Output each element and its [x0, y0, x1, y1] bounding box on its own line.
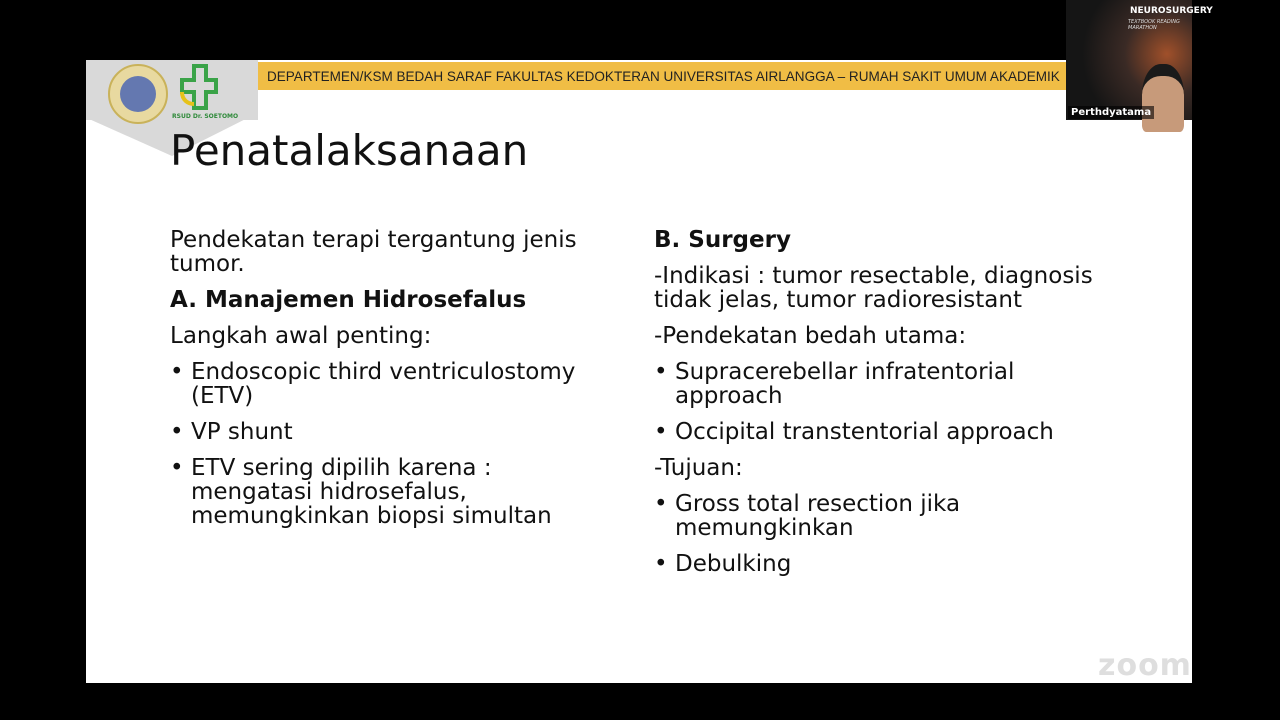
banner-text: DEPARTEMEN/KSM BEDAH SARAF FAKULTAS KEDOKTERAN UNIVERSITAS AIRLANGGA – RUMAH SAKIT UMUM AKADEMIK: [267, 68, 1060, 84]
video-heading: NEUROSURGERY: [1130, 6, 1213, 16]
tujuan-text: -Tujuan:: [654, 455, 743, 481]
list-item: • VP shunt: [170, 420, 610, 444]
list-item: • Debulking: [654, 552, 1094, 576]
list-item: • Supracerebellar infratentorial approach: [654, 360, 1094, 408]
list-item: • Gross total resection jika memungkinkan: [654, 492, 1094, 540]
video-subheading: TEXTBOOK READING MARATHON: [1128, 19, 1180, 31]
participant-avatar: [1142, 64, 1184, 132]
right-column: [654, 228, 1094, 588]
left-column: [170, 228, 610, 540]
participant-video-tile[interactable]: [1066, 0, 1213, 120]
sub-text: Langkah awal penting:: [170, 323, 432, 349]
presentation-slide: [86, 60, 1192, 683]
pendekatan-text: -Pendekatan bedah utama:: [654, 323, 967, 349]
indikasi-text: -Indikasi : tumor resectable, diagnosis tidak jelas, tumor radioresistant: [654, 263, 1093, 313]
university-seal-logo: [108, 64, 168, 124]
participant-name: Perthdyatama: [1068, 106, 1154, 119]
list-item: • Endoscopic third ventriculostomy (ETV): [170, 360, 610, 408]
department-banner: [258, 62, 1192, 90]
zoom-watermark: zoom: [1098, 648, 1192, 683]
intro-text: Pendekatan terapi tergantung jenis tumor.: [170, 227, 577, 277]
hospital-logo-text: RSUD Dr. SOETOMO: [172, 113, 239, 120]
slide-title: Penatalaksanaan: [170, 126, 529, 175]
hospital-logo: [178, 62, 222, 112]
list-item: • Occipital transtentorial approach: [654, 420, 1094, 444]
section-a-heading: A. Manajemen Hidrosefalus: [170, 287, 527, 313]
section-b-heading: B. Surgery: [654, 227, 791, 253]
list-item: • ETV sering dipilih karena : mengatasi hidrosefalus, memungkinkan biopsi simultan: [170, 456, 610, 528]
